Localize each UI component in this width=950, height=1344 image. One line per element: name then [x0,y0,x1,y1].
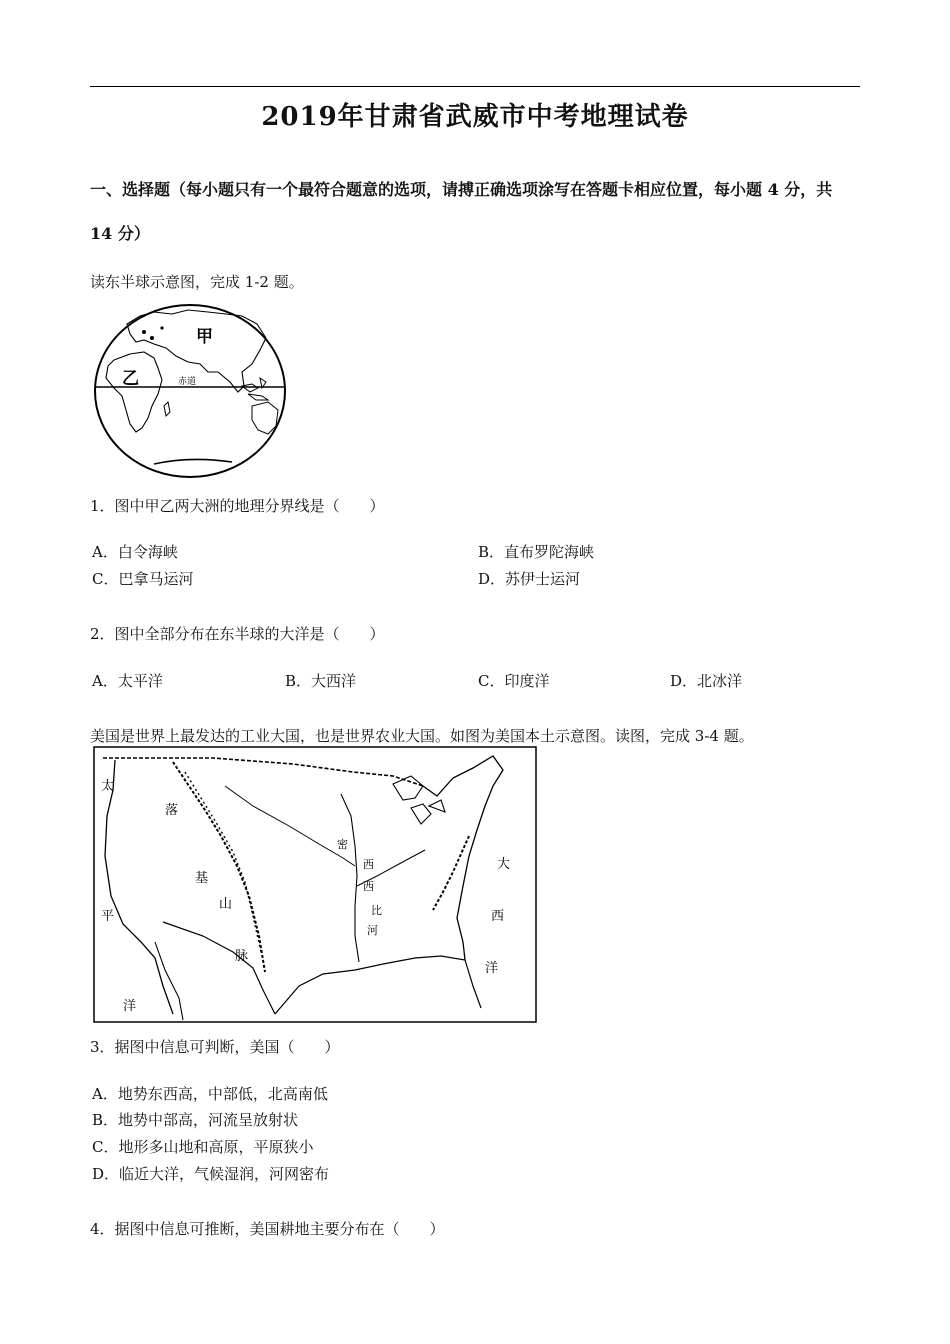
label-rocky-2: 基 [195,871,209,886]
q2-option-a[interactable]: A．太平洋 [92,672,163,690]
label-atlantic-1: 大 [497,857,511,872]
label-equator: 赤道 [178,377,197,387]
label-yi: 乙 [122,369,139,389]
label-pacific-1: 太 [101,779,115,794]
q2-option-b[interactable]: B．大西洋 [285,672,357,690]
q3-option-c[interactable]: C．地形多山地和高原，平原狭小 [92,1138,314,1156]
top-rule [90,86,860,87]
intro-2: 美国是世界上最发达的工业大国，也是世界农业大国。如图为美国本土示意图。读图，完成 3-4 题。 [90,727,754,745]
label-miss-2: 西 [363,858,374,871]
q1-option-c[interactable]: C．巴拿马运河 [92,570,194,588]
label-miss-1: 密 [337,838,348,851]
q3-option-b[interactable]: B．地势中部高，河流呈放射状 [92,1111,299,1129]
label-pacific-3: 洋 [123,999,137,1014]
q1-option-a[interactable]: A．白令海峡 [92,543,178,561]
eastern-hemisphere-map [92,302,288,480]
q3-option-d[interactable]: D．临近大洋，气候湿润，河网密布 [92,1165,330,1183]
label-atlantic-3: 洋 [485,961,499,976]
q2-stem: 2．图中全部分布在东半球的大洋是（ ） [90,625,385,643]
page-title: 2019年甘肃省武威市中考地理试卷 [261,102,689,132]
q1-stem: 1．图中甲乙两大洲的地理分界线是（ ） [90,497,385,515]
q4-stem: 4．据图中信息可推断，美国耕地主要分布在（ ） [90,1220,445,1238]
label-rocky-1: 落 [165,803,179,818]
usa-map [93,746,537,1023]
q3-option-a[interactable]: A．地势东西高，中部低，北高南低 [92,1085,328,1103]
q2-option-c[interactable]: C．印度洋 [478,672,550,690]
label-rocky-3: 山 [219,897,233,912]
section-heading: 一、选择题（每小题只有一个最符合题意的选项，请搏正确选项涂写在答题卡相应位置，每小题 4 分，共 14 分） [90,180,833,243]
label-miss-4: 比 [371,904,382,917]
label-pacific-2: 平 [101,909,115,924]
q2-option-d[interactable]: D．北冰洋 [670,672,743,690]
label-miss-3: 西 [363,880,374,893]
label-jia: 甲 [196,327,213,347]
intro-1: 读东半球示意图，完成 1-2 题。 [90,273,304,291]
label-rocky-4: 脉 [235,949,249,964]
label-atlantic-2: 西 [491,909,505,924]
label-miss-5: 河 [367,924,378,937]
q1-option-d[interactable]: D．苏伊士运河 [478,570,581,588]
q1-option-b[interactable]: B．直布罗陀海峡 [478,543,595,561]
q3-stem: 3．据图中信息可判断，美国（ ） [90,1038,340,1056]
